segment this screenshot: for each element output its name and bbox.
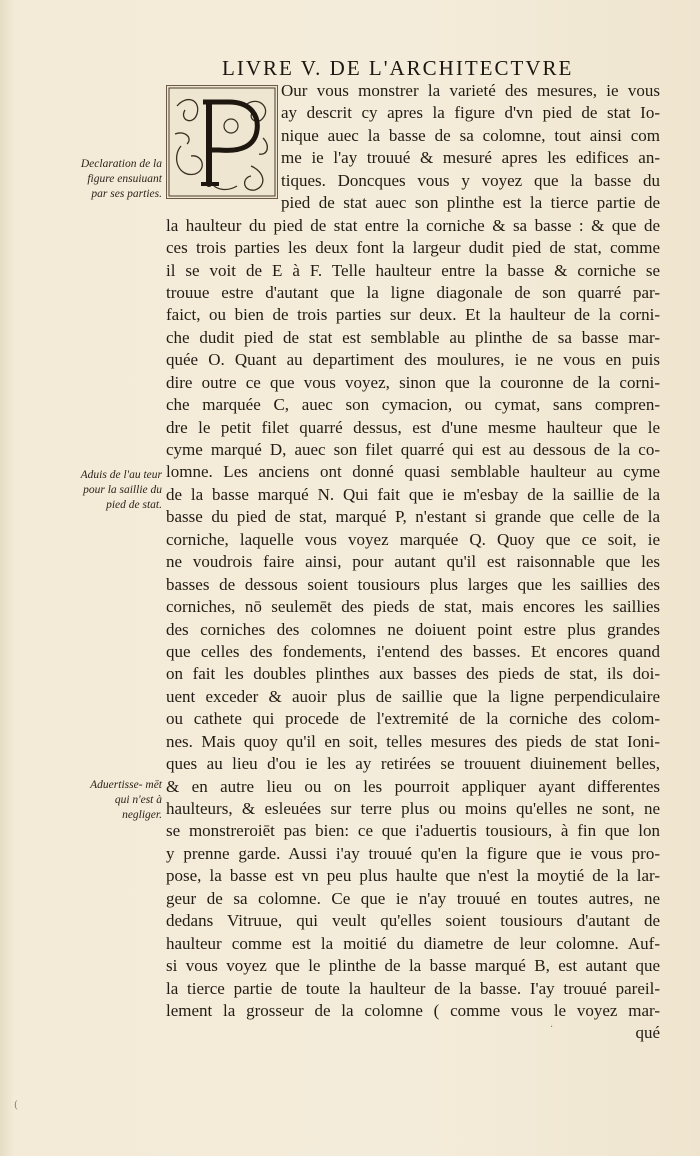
paper-mark: ( [14, 1100, 18, 1111]
text-line: che dudit pied de stat est semblable au plinthe de sa basse mar- [166, 327, 660, 347]
text-line: ques au lieu d'ou ie les ay retirées se trouuent diuinement belles, [166, 754, 660, 774]
text-line: lement la grosseur de la colomne ( comme vous le voyez mar- [166, 1000, 660, 1020]
text-line: dedans Vitruue, qui veult qu'elles soient tousiours d'autant de [166, 911, 660, 931]
text-line: pied de stat auec son plinthe est la tierce partie de [281, 193, 660, 213]
text-line: & en autre lieu ou on les pourroit appliquer ayant differentes [166, 776, 660, 796]
text-line: la tierce partie de toute la haulteur de la basse. I'ay trouué pareil- [166, 978, 660, 998]
text-line: de la basse marqué N. Qui fait que ie m'esbay de la saillie de la [166, 484, 660, 504]
paper-mark: · [550, 1022, 554, 1033]
text-line: ne voudrois faire ainsi, pour autant qu'il est raisonnable que les [166, 552, 660, 572]
text-line: corniche, laquelle vous voyez marquée Q. Quoy que ce soit, ie [166, 529, 660, 549]
text-line: il se voit de E à F. Telle haulteur entre la basse & corniche se [166, 260, 660, 280]
body-text [166, 80, 660, 1045]
text-line: Our vous monstrer la varieté des mesures, ie vous [281, 81, 660, 100]
text-line: faict, ou bien de trois parties sur deux. Et la haulteur de la corni- [166, 305, 660, 325]
margin-note: Aduertisse- mēt qui n'est à negliger. [90, 779, 162, 821]
text-line: corniches, nō seulemēt des pieds de stat, mais encores les saillies [166, 597, 660, 617]
text-line: dre le petit filet quarré dessus, est d'une mesme haulteur que le [166, 417, 660, 437]
text-line: cyme marqué D, auec son filet quarré qui est au dessous de la co- [166, 440, 660, 459]
text-line: nique auec la basse de sa colomne, tout ainsi com [281, 125, 660, 145]
text-line: lomne. Les anciens ont donné quasi semblable haulteur au cyme [166, 462, 660, 482]
text-line: des corniches des colomnes ne doiuent point estre plus grandes [166, 619, 660, 639]
text-line: ou cathete qui procede de l'extremité de la corniche des colom- [166, 709, 660, 729]
text-line: y prenne garde. Aussi i'ay trouué qu'en la figure que ie vous pro- [166, 843, 660, 863]
text-line: on fait les doubles plinthes aux basses des pieds de stat, ils doi- [166, 664, 660, 684]
running-head: LIVRE V. DE L'ARCHITECTVRE [222, 56, 574, 80]
text-line: haulteur comme est la moitié du diametre de leur colomne. Auf- [166, 933, 660, 953]
text-line: che marquée C, auec son cymacion, ou cymat, sans compren- [166, 395, 660, 415]
text-line: geur de sa colomne. Ce que ie n'ay trouué en toutes autres, ne [166, 888, 660, 908]
text-line: trouue estre d'autant que la ligne diagonale de son quarré par- [166, 282, 660, 302]
text-line: se monstreroiēt pas bien: ce que i'aduertis tousiours, à fin que lon [166, 821, 660, 841]
text-line: dire outre ce que vous voyez, sinon que la couronne de la corni- [166, 372, 660, 392]
catchword: qué [635, 1023, 660, 1043]
text-line: basses de dessous soient tousiours plus larges que les saillies des [166, 574, 660, 594]
text-line: ces trois parties les deux font la largeur dudit pied de stat, comme [166, 238, 660, 258]
text-line: nes. Mais quoy qu'il en soit, telles mesures des pieds de stat Ioni- [166, 731, 660, 751]
text-line: uent exceder & auoir plus de saillie que la ligne perpendiculaire [166, 686, 660, 706]
text-line: pose, la basse est vn peu plus haulte que n'est la moytié de la lar- [166, 866, 660, 886]
text-line: la haulteur du pied de stat entre la corniche & sa basse : & que de [166, 215, 660, 235]
margin-note: Declaration de la figure ensuiuant par ses parties. [80, 158, 162, 200]
text-line: si vous voyez que le plinthe de la basse marqué B, est autant que [166, 956, 660, 976]
text-line: tiques. Doncques vous y voyez que la basse du [281, 170, 660, 190]
text-line: que celles des fondements, i'entend des basses. Et encores quand [166, 641, 660, 661]
text-line: quée O. Quant au departiment des moulures, ie ne vous en puis [166, 350, 660, 370]
text-line: basse du pied de stat, marqué P, n'estant si grande que celle de la [166, 507, 660, 527]
margin-note: Aduis de l'au teur pour la saillie du pied de stat. [80, 469, 162, 511]
text-line: haulteurs, & esleuées sur terre plus ou moins qu'elles ne sont, ne [166, 799, 660, 818]
text-line: ay descrit cy apres la figure d'vn pied de stat Io- [281, 103, 660, 123]
text-line: me ie l'ay trouué & mesuré apres les edifices an- [281, 148, 660, 168]
